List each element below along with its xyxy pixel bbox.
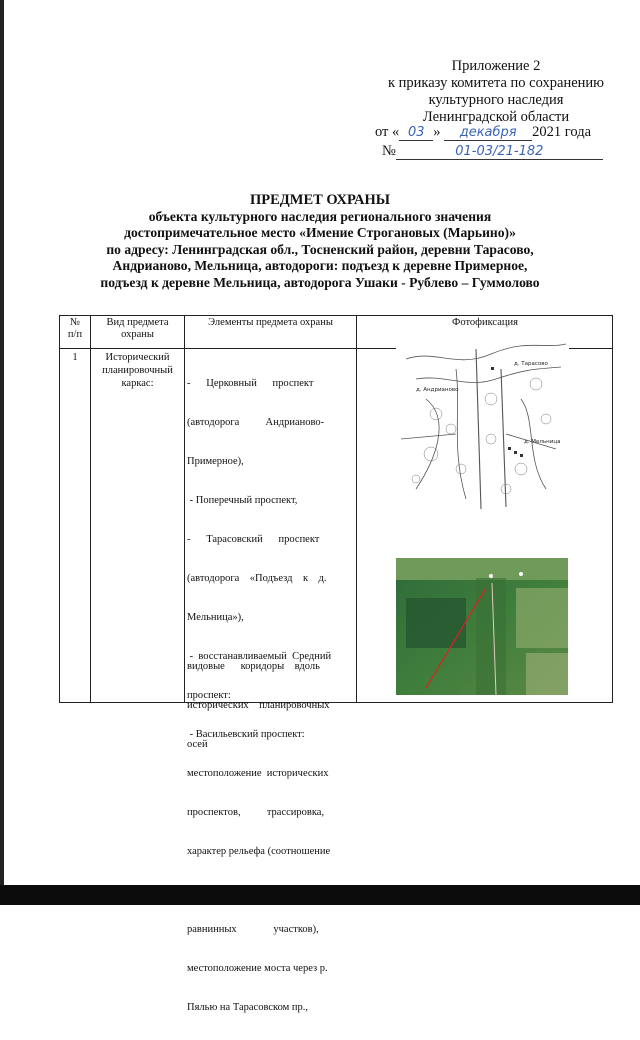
element-line: местоположение моста через р. — [187, 963, 328, 974]
element-line: Пялью на Тарасовском пр., — [187, 1002, 309, 1013]
element-line: характер рельефа (соотношение — [187, 846, 331, 857]
title-line: Андрианово, Мельница, автодороги: подъезд к деревне Примерное, — [112, 258, 528, 273]
map-label-andrianovo: д. Андрианово — [416, 387, 459, 393]
map-label-melnitsa: д. Мельница — [524, 439, 561, 445]
element-line: (автодорога «Подъезд к д. — [187, 573, 327, 584]
satellite-photo — [396, 558, 568, 695]
planning-scheme-map — [396, 339, 569, 511]
table-divider — [184, 316, 185, 702]
header-type — [91, 317, 184, 341]
row-type-line: каркас: — [121, 378, 154, 389]
row-type-line: Исторический — [105, 352, 170, 363]
handwritten-day: 03 — [399, 125, 433, 141]
header-num-line: п/п — [67, 329, 83, 340]
title-main: ПРЕДМЕТ ОХРАНЫ — [249, 192, 391, 208]
table-divider — [356, 316, 357, 702]
document-title — [60, 192, 580, 291]
appendix-line: к приказу комитета по сохранению — [387, 75, 604, 91]
header-num — [60, 317, 90, 341]
row-type-line: планировочный — [102, 365, 173, 376]
date-mid: » — [433, 124, 441, 140]
element-line: Примерное), — [187, 456, 244, 467]
element-line: видовые коридоры вдоль — [187, 661, 320, 672]
handwritten-number: 01-03/21-182 — [396, 144, 603, 160]
appendix-line: Ленинградской области — [422, 109, 570, 125]
element-line: Мельница»), — [187, 612, 244, 623]
element-line: проспектов, трассировка, — [187, 807, 325, 818]
date-prefix: от « — [375, 124, 400, 140]
row-num: 1 — [72, 352, 78, 363]
element-line: - восстанавливаемый Средний — [187, 651, 332, 662]
element-line: исторических планировочных — [187, 700, 330, 711]
element-line: - Тарасовский проспект — [187, 534, 320, 545]
element-line: проспект: — [187, 690, 231, 701]
map-label-tarasovo: д. Тарасово — [514, 361, 548, 367]
scan-edge-left — [0, 0, 4, 905]
date-year: 2021 года — [532, 124, 592, 140]
appendix-line: культурного наследия — [428, 92, 564, 108]
title-line: подъезд к деревне Мельница, автодорога Ушаки - Рублево – Гуммолово — [100, 274, 540, 290]
element-line: (автодорога Андрианово- — [187, 417, 325, 428]
appendix-header — [376, 58, 616, 126]
header-type-line: Вид предмета — [106, 317, 169, 328]
order-date — [375, 124, 615, 141]
element-line: осей — [187, 739, 208, 750]
number-prefix: № — [382, 143, 396, 159]
row-type — [91, 351, 184, 390]
title-line: объекта культурного наследия регионального значения — [148, 208, 492, 224]
header-photo: Фотофиксация — [452, 317, 518, 328]
title-line: по адресу: Ленинградская обл., Тосненский район, деревни Тарасово, — [106, 241, 534, 257]
handwritten-month: декабря — [444, 125, 532, 141]
element-line: - Васильевский проспект: — [187, 729, 305, 740]
appendix-line: Приложение 2 — [451, 58, 541, 74]
header-type-line: охраны — [121, 329, 154, 340]
element-line: местоположение исторических — [187, 768, 329, 779]
header-elements: Элементы предмета охраны — [208, 317, 333, 328]
element-line: - Церковный проспект — [187, 378, 314, 389]
header-num-line: № — [69, 317, 81, 328]
order-number — [382, 143, 607, 160]
title-line: достопримечательное место «Имение Строгановых (Марьино)» — [124, 225, 516, 240]
element-line: - Поперечный проспект, — [187, 495, 298, 506]
row-elements-tail — [187, 634, 354, 777]
element-line: равнинных участков), — [187, 924, 319, 935]
scan-edge-bottom — [0, 885, 640, 905]
